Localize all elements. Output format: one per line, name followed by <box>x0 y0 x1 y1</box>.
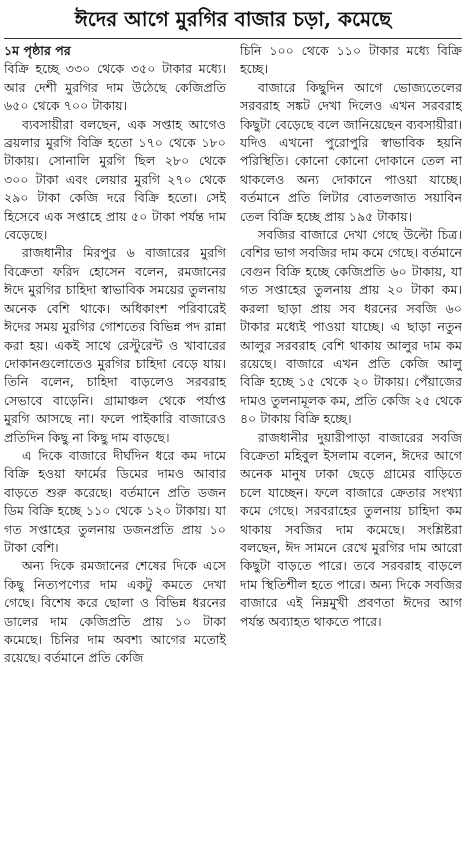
paragraph: এ দিকে বাজারে দীর্ঘদিন ধরে কম দামে বিক্রি হওয়া ফার্মের ডিমের দামও আবার বাড়তে শুরু করেছে। বর্তমানে প্রতি ডজন ডিম বিক্রি হচ্ছে ১১০ থেকে ১২০ টাকায়। যা গত সপ্তাহের তুলনায় ডজনপ্রতি প্রায় ১০ টাকা বেশি। <box>4 447 226 555</box>
paragraph: সবজির বাজারে দেখা গেছে উল্টো চিত্র। বেশির ভাগ সবজির দাম কমে গেছে। বর্তমানে বেগুন বিক্রি হচ্ছে কেজিপ্রতি ৬০ টাকায়, যা গত সপ্তাহের তুলনায় প্রায় ২০ টাকা কম। করলা ছাড়া প্রায় সব ধরনের সবজি ৬০ টাকার মধ্যেই পাওয়া যাচ্ছে। এ ছাড়া নতুন আলুর সরবরাহ বেশি থাকায় আলুর দাম কম রয়েছে। বাজারে এখন প্রতি কেজি আলু বিক্রি হচ্ছে ১৫ থেকে ২০ টাকায়। পেঁয়াজের দামও তুলনামূলক কম, প্রতি কেজি ২৫ থেকে ৪০ টাকায় বিক্রি হচ্ছে। <box>240 227 462 427</box>
right-column <box>240 42 462 850</box>
paragraph: চিনি ১০০ থেকে ১১০ টাকার মধ্যে বিক্রি হচ্ছে। <box>240 43 462 77</box>
continuation-label: ১ম পৃষ্ঠার পর <box>4 43 71 58</box>
paragraph: বাজারে কিছুদিন আগে ভোজ্যতেলের সরবরাহ সঙ্কট দেখা দিলেও এখন সরবরাহ কিছুটা বেড়েছে বলে জানিয়েছেন ব্যবসায়ীরা। যদিও এখনো পুরোপুরি স্বাভাবিক হয়নি পরিস্থিতি। কোনো কোনো দোকানে তেল না থাকলেও অন্য দোকানে পাওয়া যাচ্ছে। বর্তমানে প্রতি লিটার বোতলজাত সয়াবিন তেল বিক্রি হচ্ছে প্রায় ১৯৫ টাকায়। <box>240 79 462 224</box>
headline-rule <box>4 38 462 39</box>
paragraph: রাজধানীর দুয়ারীপাড়া বাজারের সবজি বিক্রেতা মহিবুল ইসলাম বলেন, ঈদের আগে অনেক মানুষ ঢাকা ছেড়ে গ্রামের বাড়িতে চলে যাচ্ছেন। ফলে বাজারে ক্রেতার সংখ্যা কমে গেছে। সরবরাহের তুলনায় চাহিদা কম থাকায় সবজির দাম কমেছে। সংশ্লিষ্টরা বলছেন, ঈদ সামনে রেখে মুরগির দাম আরো কিছুটা বাড়তে পারে। তবে সরবরাহ বাড়লে দাম স্থিতিশীল হতে পারে। অন্য দিকে সবজির বাজারে এই নিম্নমুখী প্রবণতা ঈদের আগ পর্যন্ত অব্যাহত থাকতে পারে। <box>240 429 462 629</box>
paragraph: রাজধানীর মিরপুর ৬ বাজারের মুরগি বিক্রেতা ফরিদ হোসেন বলেন, রমজানের ঈদে মুরগির চাহিদা স্বাভাবিক সময়ের তুলনায় অনেক বেশি থাকে। অধিকাংশ পরিবারেই ঈদের সময় মুরগির গোশতের বিভিন্ন পদ রান্না করা হয়। একই সাথে রেস্টুরেন্ট ও খাবারের দোকানগুলোতেও মুরগির চাহিদা বেড়ে যায়। তিনি বলেন, চাহিদা বাড়লেও সরবরাহ সেভাবে বাড়েনি। গ্রামাঞ্চল থেকে পর্যাপ্ত মুরগি আসছে না। ফলে পাইকারি বাজারেও প্রতিদিন কিছু না কিছু দাম বাড়ছে। <box>4 245 226 445</box>
left-column <box>4 42 226 850</box>
paragraph: অন্য দিকে রমজানের শেষের দিকে এসে কিছু নিত্যপণ্যের দাম একটু কমতে দেখা গেছে। বিশেষ করে ছোলা ও বিভিন্ন ধরনের ডালের দাম কেজিপ্রতি প্রায় ১০ টাকা কমেছে। চিনির দাম অবশ্য আগের মতোই রয়েছে। বর্তমানে প্রতি কেজি <box>4 558 226 666</box>
paragraph: বিক্রি হচ্ছে ৩৩০ থেকে ৩৫০ টাকার মধ্যে। আর দেশী মুরগির দাম উঠেছে কেজিপ্রতি ৬৫০ থেকে ৭০০ টাকায়। <box>4 61 226 114</box>
headline: ঈদের আগে মুরগির বাজার চড়া, কমেছে <box>74 7 392 31</box>
paragraph: ব্যবসায়ীরা বলছেন, এক সপ্তাহ আগেও ব্রয়লার মুরগি বিক্রি হতো ১৭০ থেকে ১৮০ টাকায়। সোনালি মুরগি ছিল ২৮০ থেকে ৩০০ টাকা এবং লেয়ার মুরগি ২৭০ থেকে ২৯০ টাকা কেজি দরে বিক্রি হতো। সেই হিসেবে এক সপ্তাহে প্রায় ৫০ টাকা পর্যন্ত দাম বেড়েছে। <box>4 116 226 243</box>
